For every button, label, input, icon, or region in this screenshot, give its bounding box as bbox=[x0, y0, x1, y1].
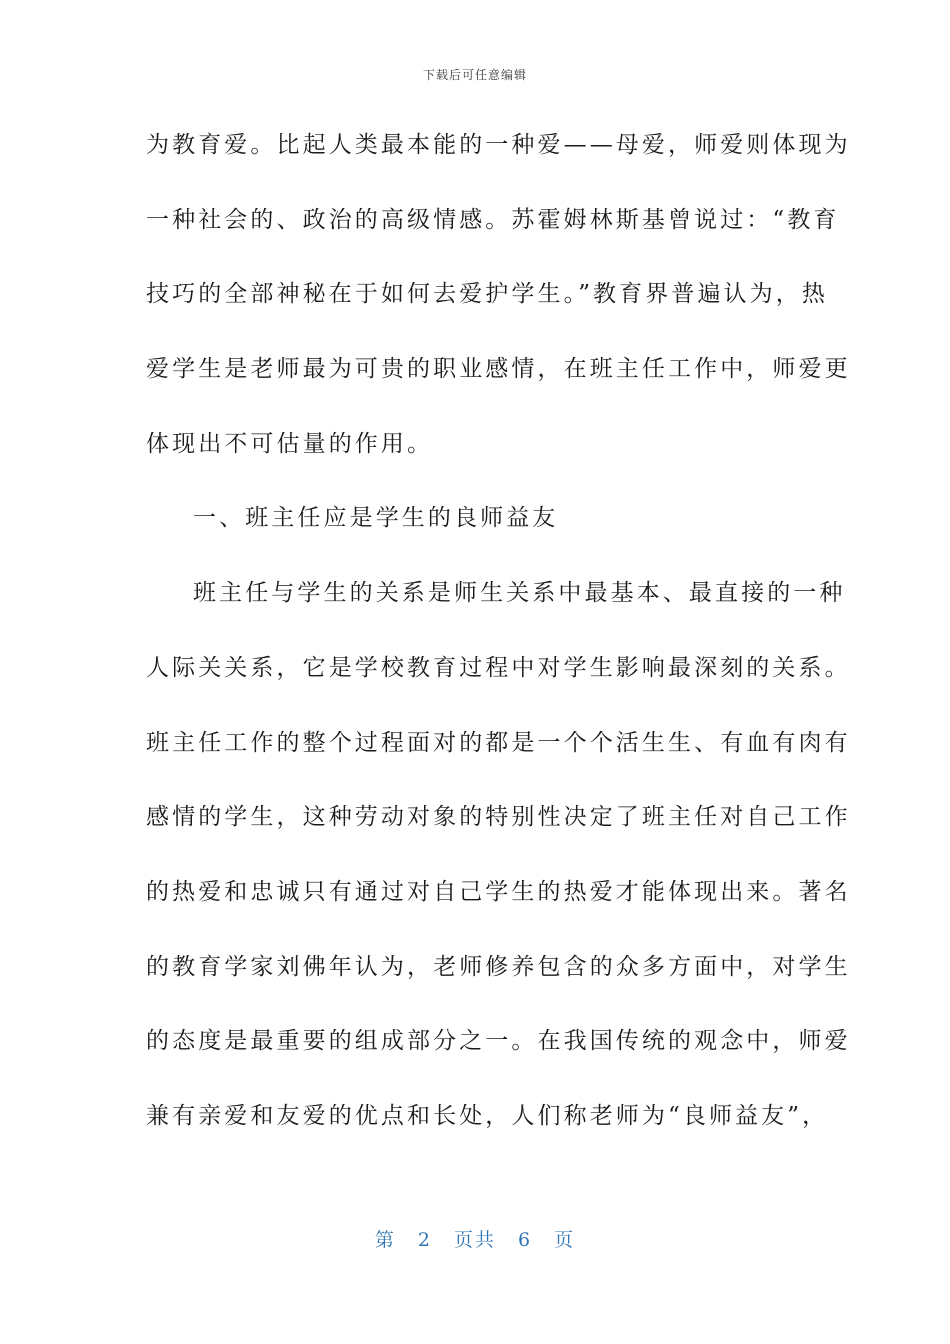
text-line: 的态度是最重要的组成部分之一。在我国传统的观念中，师爱 bbox=[146, 1028, 851, 1055]
text-line: 的热爱和忠诚只有通过对自己学生的热爱才能体现出来。著名 bbox=[146, 878, 851, 905]
page-header: 下载后可任意编辑 bbox=[422, 68, 527, 82]
document-body bbox=[146, 120, 851, 1166]
footer-prefix: 第 bbox=[374, 1229, 396, 1251]
page-footer bbox=[0, 1225, 950, 1252]
footer-suffix: 页 bbox=[554, 1229, 576, 1251]
text-line: 的教育学家刘佛年认为，老师修养包含的众多方面中，对学生 bbox=[146, 953, 851, 980]
text-line: 班主任与学生的关系是师生关系中最基本、最直接的一种 bbox=[193, 580, 846, 607]
section-heading: 一、班主任应是学生的良师益友 bbox=[193, 505, 559, 532]
text-line: 技巧的全部神秘在于如何去爱护学生。”教育界普遍认为，热 bbox=[146, 281, 828, 308]
footer-middle: 页共 bbox=[453, 1229, 496, 1251]
text-line: 感情的学生，这种劳动对象的特别性决定了班主任对自己工作 bbox=[146, 804, 851, 831]
text-line: 为教育爱。比起人类最本能的一种爱——母爱，师爱则体现为 bbox=[146, 132, 851, 158]
text-line: 人际关关系，它是学校教育过程中对学生影响最深刻的关系。 bbox=[146, 654, 851, 681]
text-line: 一种社会的、政治的高级情感。苏霍姆林斯基曾说过：“教育 bbox=[146, 206, 840, 233]
text-line: 体现出不可估量的作用。 bbox=[146, 430, 434, 457]
footer-page-number: 2 bbox=[417, 1229, 432, 1251]
text-line: 班主任工作的整个过程面对的都是一个个活生生、有血有肉有 bbox=[146, 729, 851, 756]
footer-total-pages: 6 bbox=[518, 1229, 533, 1251]
text-line: 兼有亲爱和友爱的优点和长处，人们称老师为“良师益友”， bbox=[146, 1102, 829, 1129]
text-line: 爱学生是老师最为可贵的职业感情，在班主任工作中，师爱更 bbox=[146, 356, 851, 383]
